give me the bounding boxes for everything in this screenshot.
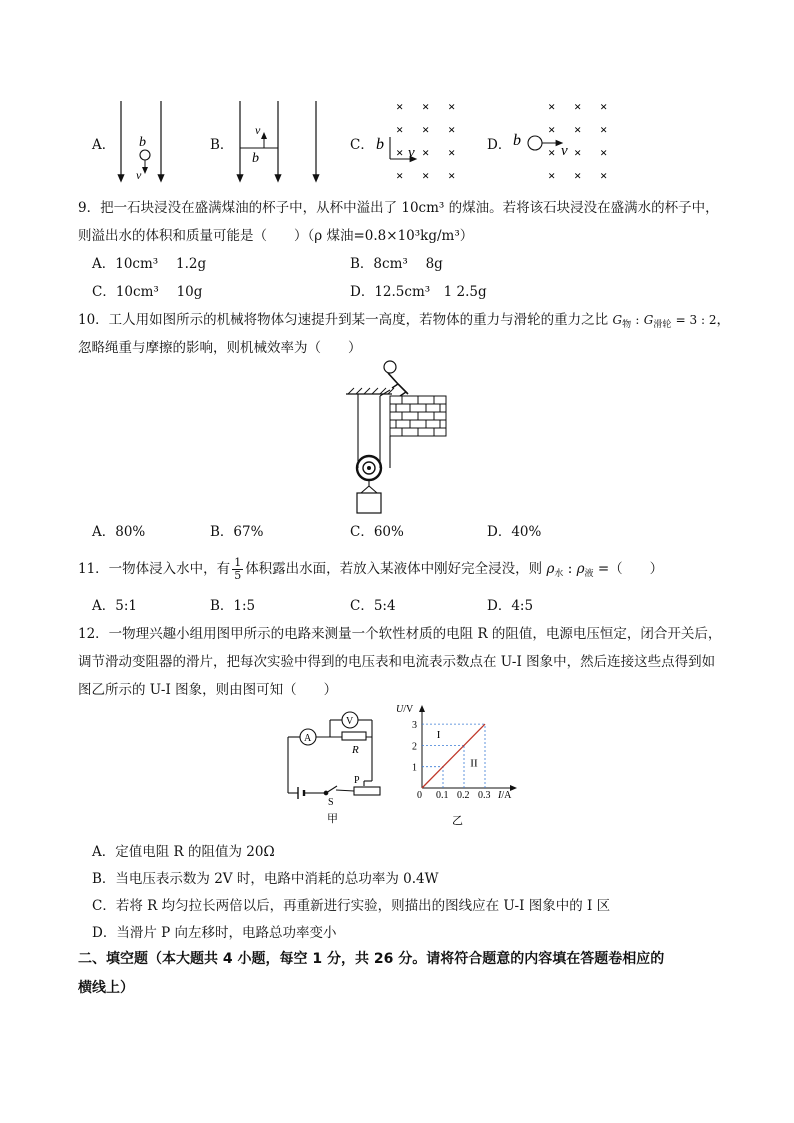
q12-graph-region-2: II [470,757,478,770]
q12-resistor-label: R [352,744,359,756]
q9-option-a: A．10cm³ 1.2g [92,256,207,272]
q12-voltmeter-label: V [346,716,354,727]
svg-text:×: × [600,145,608,160]
q8-option-b-letter: B． [210,137,234,153]
q11-option-d: D．4:5 [487,598,534,614]
q11-rho-2: ρ [576,561,585,577]
q12-graph-y-axis-label: U/V [396,704,414,715]
q12-line-2: 调节滑动变阻器的滑片，把每次实验中得到的电压表和电流表示数点在 U-I 图象中，然后连接这些点得到如 [78,654,716,670]
q11-rho-1: ρ [546,561,555,577]
q11-fraction [232,557,243,582]
q12-line-3: 图乙所示的 U-I 图象，则由图可知（ ） [78,682,338,698]
q9-option-c: C．10cm³ 10g [92,284,203,300]
q12-circuit-caption: 甲 [327,813,338,825]
svg-text:×: × [548,99,556,114]
q11-rho-1-sub: 水 [554,569,564,579]
svg-text:×: × [422,99,430,114]
q8-option-c-letter: C． [350,137,374,153]
q12-ammeter-label: A [304,733,312,744]
x-tick-label: 0.2 [457,790,470,801]
q12-line-1: 12．一物理兴趣小组用图甲所示的电路来测量一个软性材质的电阻 R 的阻值，电源电压恒定，闭合开关后， [78,626,722,642]
q10-line-2: 忽略绳重与摩擦的影响，则机械效率为（ ） [78,340,362,356]
q10-option-c: C．60% [350,524,404,540]
x-tick-label: 0.3 [478,790,491,801]
q10-option-d: D．40% [487,524,542,540]
q8-b-velocity-label: v [255,123,261,137]
svg-text:×: × [600,168,608,183]
q10-option-a: A．80% [92,524,146,540]
q11-fraction-numerator: 1 [234,556,242,569]
q12-option-c: C．若将 R 均匀拉长两倍以后，再重新进行实验，则描出的图线应在 U-I 图象中的 I 区 [92,898,611,914]
svg-text:×: × [548,122,556,137]
svg-text:×: × [448,168,456,183]
section-2-line-1: 二、填空题（本大题共 4 小题，每空 1 分，共 26 分。请将符合题意的内容填在答题卷相应的 [78,951,665,967]
q11-line: 11．一物体浸入水中，有 $\frac{1}{5}$ 体积露出水面，若放入某液体中刚好完全浸没，则 $\rho_水$ : $\rho_液$ =（ ） [78,556,664,582]
q10-pulley-figure [340,356,450,521]
q8-a-particle-label: b [139,135,146,150]
q8-a-velocity-label: v [136,168,142,182]
q8-d-velocity-label: v [561,143,568,159]
q11-fraction-denominator: 5 [234,569,242,582]
q11-option-a: A．5:1 [92,598,137,614]
series-line [422,724,485,788]
q12-graph-region-1: I [436,728,441,741]
q12-option-b: B．当电压表示数为 2V 时，电路中消耗的总功率为 0.4W [92,871,439,887]
q10-ratio-right-sub: 滑轮 [653,320,672,330]
svg-text:×: × [396,99,404,114]
q10-line-1-text: 10．工人用如图所示的机械将物体匀速提升到某一高度，若物体的重力与滑轮的重力之比 [78,312,609,328]
svg-text:×: × [574,99,582,114]
q11-text-before: 11．一物体浸入水中，有 [78,561,231,577]
svg-text:×: × [448,99,456,114]
q10-ratio-right: G [643,313,654,327]
q11-rho-2-sub: 液 [584,569,594,579]
y-tick-label: 1 [412,762,417,774]
q9-option-b: B．8cm³ 8g [350,256,443,272]
q9-option-d: D．12.5cm³ 1 2.5g [350,284,487,300]
q12-ui-graph [396,700,530,827]
section-2-line-2: 横线上） [78,980,134,996]
q8-diagram-b [234,99,324,184]
svg-text:×: × [448,145,456,160]
x-tick-label: 0.1 [436,790,449,801]
q8-option-a-letter: A． [92,137,116,153]
y-tick-label: 3 [412,720,417,732]
q10-line-1-end: ， [716,312,730,328]
q11-option-b: B．1:5 [210,598,256,614]
q12-circuit-diagram [280,705,390,825]
q12-graph-origin: 0 [417,790,422,801]
q12-option-d: D．当滑片 P 向左移时，电路总功率变小 [92,925,337,941]
q8-c-particle-label: b [376,136,384,153]
q10-ratio-left-sub: 物 [622,320,632,330]
q9-line-1: 9．把一石块浸没在盛满煤油的杯子中，从杯中溢出了 10cm³ 的煤油。若将该石块浸没在盛满水的杯子中， [78,200,719,216]
svg-text:×: × [574,168,582,183]
q12-slider-label: P [354,775,360,786]
q12-graph-caption: 乙 [452,815,463,827]
q10-option-b: B．67% [210,524,264,540]
svg-text:×: × [396,122,404,137]
y-tick-label: 2 [412,741,417,753]
q12-option-a: A．定值电阻 R 的阻值为 20Ω [92,844,275,860]
svg-text:×: × [574,145,582,160]
svg-text:×: × [600,99,608,114]
q8-option-d-letter: D． [487,137,512,153]
q8-diagram-c [374,97,474,182]
q12-graph-x-axis-label: I/A [498,790,512,801]
svg-text:×: × [396,145,404,160]
svg-text:×: × [574,122,582,137]
svg-text:×: × [396,168,404,183]
q11-text-mid: 体积露出水面，若放入某液体中刚好完全浸没，则 [245,561,543,577]
svg-text:×: × [448,122,456,137]
q11-text-after: =（ ） [597,561,664,577]
q8-diagram-a [113,99,173,184]
q12-switch-label: S [328,797,334,808]
q8-d-particle-label: b [513,132,521,149]
q11-option-c: C．5:4 [350,598,396,614]
svg-text:×: × [422,145,430,160]
q8-b-particle-label: b [252,151,259,166]
q9-line-2: 则溢出水的体积和质量可能是（ ）（ρ 煤油=0.8×10³kg/m³） [78,228,474,244]
q8-c-velocity-label: v [408,145,415,161]
svg-text:×: × [600,122,608,137]
q10-ratio-left: G [612,313,623,327]
q10-line-1: 10．工人用如图所示的机械将物体匀速提升到某一高度，若物体的重力与滑轮的重力之比 $G_物$ : $G_{滑轮} = 3$ : 2， [78,312,730,330]
svg-text:×: × [548,168,556,183]
svg-text:×: × [548,145,556,160]
q8-diagram-d [511,97,621,182]
svg-text:×: × [422,168,430,183]
q10-ratio-value: = 3 : 2 [675,313,717,327]
svg-text:×: × [422,122,430,137]
